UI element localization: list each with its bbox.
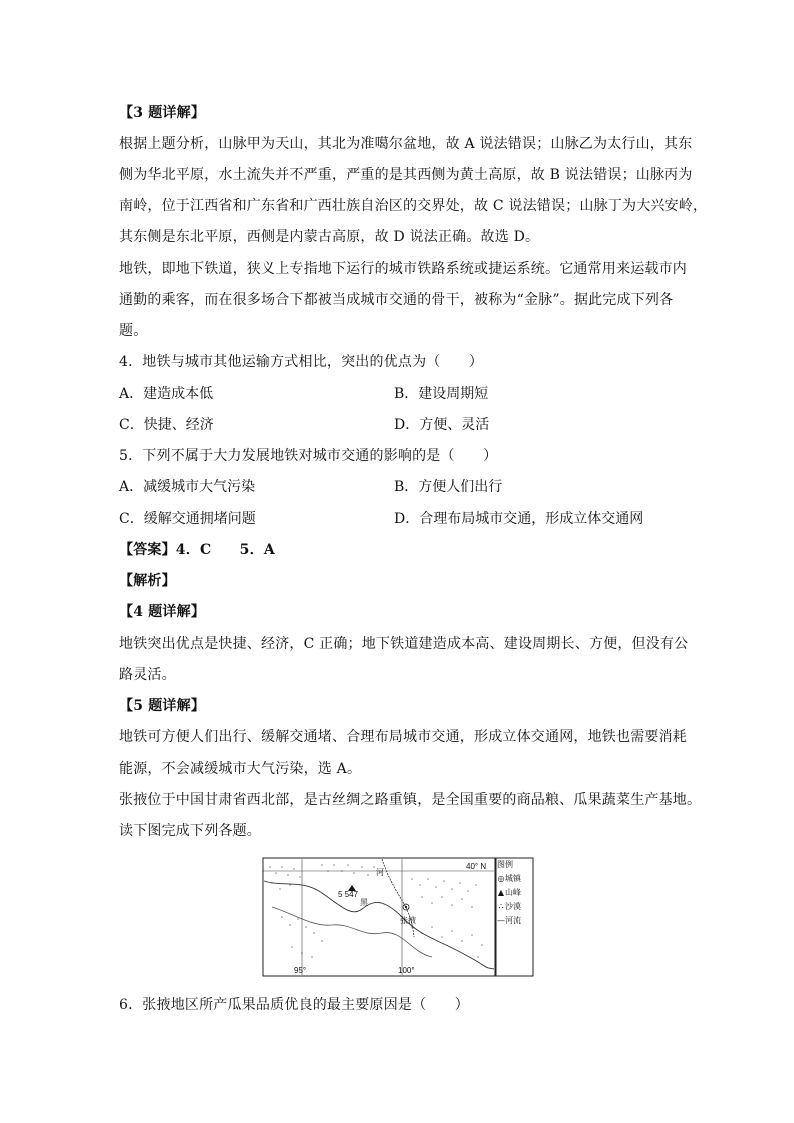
town-icon: ◎ <box>497 874 505 883</box>
desert-icon: ∴ <box>498 902 504 911</box>
label-lat40: 40° N <box>466 862 487 871</box>
q5-option-c: C．缓解交通拥堵问题 <box>119 511 256 527</box>
q3-detail-heading: 【3 题详解】 <box>119 105 206 121</box>
q3-detail-line-2: 侧为华北平原，水土流失并不严重，严重的是其西侧为黄土高原，故 B 说法错误；山脉丙为 <box>119 167 693 183</box>
q5-detail-heading: 【5 题详解】 <box>119 698 206 714</box>
q5-option-a: A．减缓城市大气污染 <box>119 479 256 495</box>
q3-detail-line-4: 其东侧是东北平原，西侧是内蒙古高原，故 D 说法正确。故选 D。 <box>119 229 540 245</box>
label-lon95: 95° <box>294 966 307 975</box>
label-river-top: 河 <box>376 868 384 877</box>
zhangye-intro-line-2: 读下图完成下列各题。 <box>119 823 261 839</box>
legend-title: 图例 <box>497 860 513 869</box>
q4-option-d: D．方便、灵活 <box>394 417 490 433</box>
label-city: 张掖 <box>400 916 416 925</box>
q5-option-b: B．方便人们出行 <box>394 479 503 495</box>
subway-intro-line-2: 通勤的乘客，而在很多场合下都被当成城市交通的骨干，被称为“金脉”。据此完成下列各 <box>119 292 674 308</box>
legend-river: —河流 <box>497 914 533 928</box>
subway-intro-line-1: 地铁，即地下铁道，狭义上专指地下运行的城市铁路系统或捷运系统。它通常用来运载市内 <box>119 261 687 277</box>
q5-detail-line-1: 地铁可方便人们出行、缓解交通堵、合理布局城市交通，形成立体交通网，地铁也需要消耗 <box>119 729 687 745</box>
q5-option-d: D．合理布局城市交通，形成立体交通网 <box>394 511 644 527</box>
q3-detail-line-1: 根据上题分析，山脉甲为天山，其北为准噶尔盆地，故 A 说法错误；山脉乙为太行山，其东 <box>119 136 693 152</box>
peak-legend-icon: ▲ <box>497 888 505 897</box>
q4-option-c: C．快捷、经济 <box>119 417 214 433</box>
q4-option-a: A．建造成本低 <box>119 386 214 402</box>
q6-stem: 6．张掖地区所产瓜果品质优良的最主要原因是（ ） <box>119 997 469 1013</box>
legend-town: ◎城镇 <box>497 872 533 886</box>
q3-detail-line-3: 南岭，位于江西省和广东省和广西壮族自治区的交界处，故 C 说法错误；山脉丁为大兴安岭， <box>119 198 708 214</box>
map-legend <box>497 858 533 928</box>
legend-desert: ∴沙漠 <box>497 900 533 914</box>
zhangye-intro-line-1: 张掖位于中国甘肃省西北部，是古丝绸之路重镇，是全国重要的商品粮、瓜果蔬菜生产基地。 <box>119 792 702 808</box>
q4-detail-heading: 【4 题详解】 <box>119 604 206 620</box>
label-river-mid: 黑 <box>360 898 368 907</box>
q4-option-b: B．建设周期短 <box>394 386 489 402</box>
q4-detail-line-2: 路灵活。 <box>119 667 176 683</box>
analysis-heading: 【解析】 <box>119 573 176 589</box>
q5-stem: 5．下列不属于大力发展地铁对城市交通的影响的是（ ） <box>119 448 498 464</box>
q4-detail-line-1: 地铁突出优点是快捷、经济，C 正确；地下铁道建造成本高、建设周期长、方便，但没有公 <box>119 636 689 652</box>
zhangye-map <box>262 857 534 977</box>
q4-stem: 4．地铁与城市其他运输方式相比，突出的优点为（ ） <box>119 354 484 370</box>
subway-intro-line-3: 题。 <box>119 323 148 339</box>
answer-line: 【答案】4．C 5．A <box>119 542 275 558</box>
label-peak: 5 547 <box>338 890 359 899</box>
map-drawing <box>262 857 534 977</box>
q5-detail-line-2: 能源，不会减缓城市大气污染，选 A。 <box>119 761 362 777</box>
legend-peak: ▲山峰 <box>497 886 533 900</box>
river-icon: — <box>497 916 505 925</box>
label-lon100: 100° <box>398 966 415 975</box>
